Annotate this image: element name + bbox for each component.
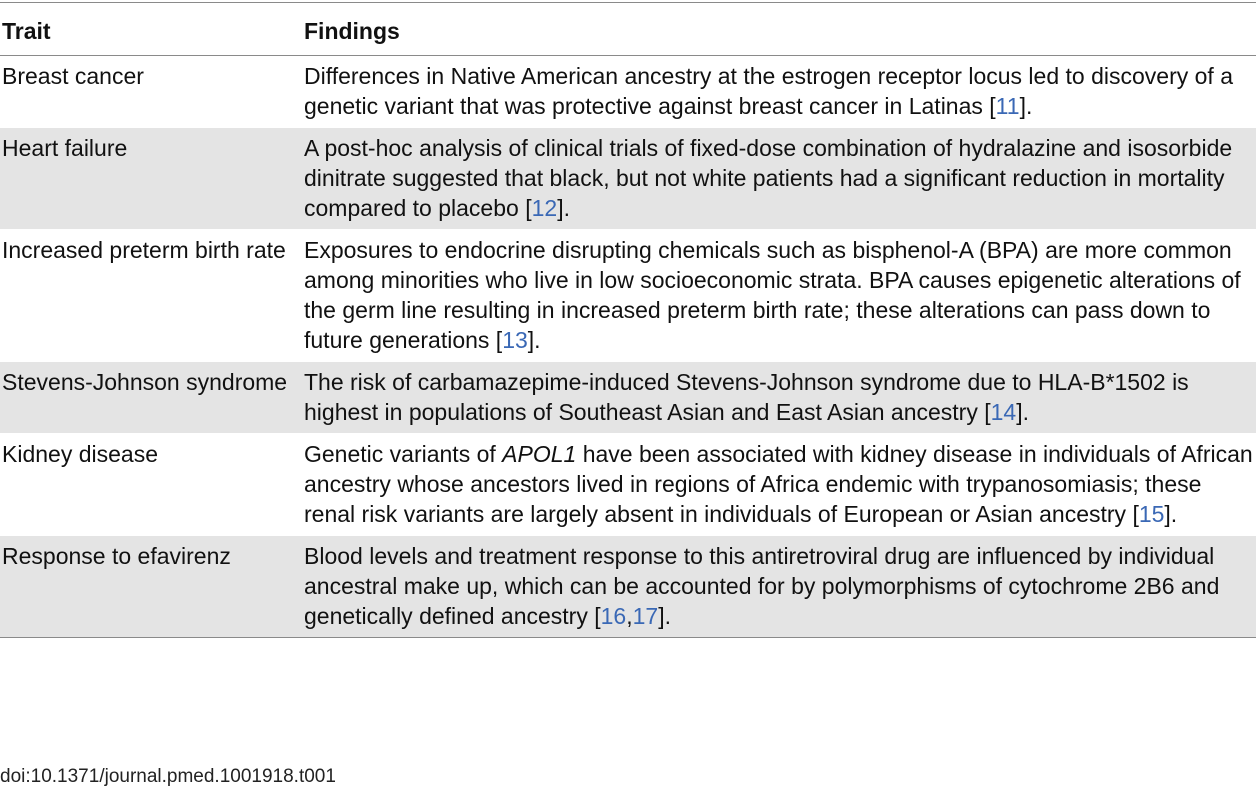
findings-table — [0, 2, 1256, 638]
findings-text: ]. — [1019, 93, 1033, 119]
findings-text: ]. — [1016, 399, 1029, 425]
table-body — [0, 56, 1256, 638]
findings-cell — [302, 434, 1256, 536]
findings-cell — [302, 56, 1256, 128]
gene-name: APOL1 — [502, 441, 577, 467]
findings-cell — [302, 362, 1256, 434]
findings-text: Blood levels and treatment response to this antiretroviral drug are influenced by individual ancestral make up, which can be accounted for by polymorphisms of cytochrome 2B6 and genetically defined ancestry [ — [304, 543, 1220, 629]
findings-text: ]. — [527, 327, 541, 353]
findings-text: , — [626, 603, 633, 629]
reference-link[interactable]: 15 — [1138, 501, 1165, 527]
findings-text: Genetic variants of — [304, 441, 503, 467]
header-trait: Trait — [0, 3, 302, 56]
findings-cell — [302, 230, 1256, 362]
findings-cell — [302, 128, 1256, 230]
reference-link[interactable]: 17 — [632, 603, 659, 629]
table-header-row — [0, 3, 1256, 56]
findings-text: ]. — [1164, 501, 1178, 527]
doi-label: doi:10.1371/journal.pmed.1001918.t001 — [0, 766, 336, 787]
table-row — [0, 56, 1256, 128]
reference-link[interactable]: 12 — [531, 195, 558, 221]
table-row — [0, 128, 1256, 230]
table-row — [0, 230, 1256, 362]
trait-cell: Kidney disease — [0, 434, 302, 536]
findings-text: ]. — [557, 195, 570, 221]
findings-text: A post-hoc analysis of clinical trials of fixed-dose combination of hydralazine and isosorbide dinitrate suggested that black, but not white patients had a significant reduction in mortality compared to placebo [ — [304, 135, 1233, 221]
findings-cell — [302, 536, 1256, 638]
trait-cell: Stevens-Johnson syndrome — [0, 362, 302, 434]
trait-cell: Breast cancer — [0, 56, 302, 128]
findings-text: Differences in Native American ancestry at the estrogen receptor locus led to discovery of a genetic variant that was protective against breast cancer in Latinas [ — [304, 63, 1233, 119]
table-row — [0, 362, 1256, 434]
reference-link[interactable]: 13 — [502, 327, 528, 353]
reference-link[interactable]: 16 — [600, 603, 627, 629]
trait-cell: Heart failure — [0, 128, 302, 230]
header-findings: Findings — [302, 3, 1256, 56]
findings-text: have been associated with kidney disease in individuals of African ancestry whose ancestors lived in regions of Africa endemic with trypanosomiasis; these renal risk variants are largely absent in individuals of European or Asian ancestry [ — [304, 441, 1253, 527]
reference-link[interactable]: 14 — [990, 399, 1017, 425]
findings-text: The risk of carbamazepime-induced Stevens-Johnson syndrome due to HLA-B*1502 is highest in populations of Southeast Asian and East Asian ancestry [ — [304, 369, 1189, 425]
table-row — [0, 434, 1256, 536]
trait-cell: Response to efavirenz — [0, 536, 302, 638]
findings-text: Exposures to endocrine disrupting chemicals such as bisphenol-A (BPA) are more common among minorities who live in low socioeconomic strata. BPA causes epigenetic alterations of the germ line resulting in increased preterm birth rate; these alterations can pass down to future generations [ — [304, 237, 1241, 353]
table-row — [0, 536, 1256, 638]
reference-link[interactable]: 11 — [995, 93, 1020, 119]
trait-cell: Increased preterm birth rate — [0, 230, 302, 362]
findings-text: ]. — [658, 603, 671, 629]
